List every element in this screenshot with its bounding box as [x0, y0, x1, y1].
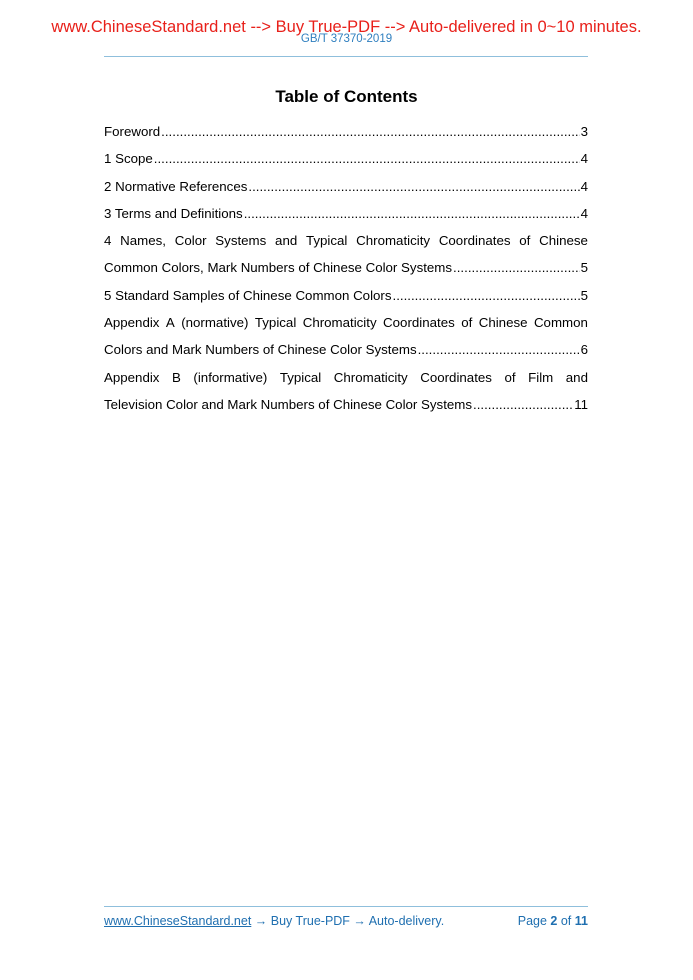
toc-word: Chromaticity — [356, 233, 431, 249]
toc-entry-page: 11 — [574, 396, 588, 412]
toc-entry-section-4-line2[interactable] — [104, 254, 588, 281]
of-label: of — [560, 914, 572, 928]
toc-entry-page: 4 — [580, 151, 588, 167]
toc-entry-page: 5 — [580, 287, 588, 303]
toc-word: (normative) — [181, 315, 249, 331]
standard-code: GB/T 37370-2019 — [300, 33, 393, 45]
toc-word: Chinese — [478, 315, 528, 331]
toc-entry-text: 1 Scope — [104, 151, 153, 167]
toc-title: Table of Contents — [275, 87, 418, 106]
page-label: Page — [517, 914, 547, 928]
toc-word: of — [461, 315, 473, 331]
toc-entry-text — [104, 227, 588, 254]
toc-entry-text: Television Color and Mark Numbers of Chinese Color Systems — [104, 396, 473, 412]
toc-entry-text: Common Colors, Mark Numbers of Chinese Color Systems — [104, 260, 453, 276]
footer-divider — [104, 906, 588, 907]
toc-word: Names, — [120, 233, 166, 249]
toc-word: and — [565, 369, 588, 385]
toc-entry-appendix-a-line2[interactable] — [104, 336, 588, 363]
footer-tagline: → Buy True-PDF → Auto-delivery. — [251, 914, 445, 928]
current-page-number: 2 — [550, 914, 558, 928]
promo-banner[interactable]: www.ChineseStandard.net --> Buy True-PDF --> Auto-delivered in 0~10 minutes. — [51, 18, 642, 36]
page-footer — [104, 914, 588, 928]
toc-entry-section-5[interactable] — [104, 282, 588, 309]
toc-entry-appendix-b-line2[interactable] — [104, 391, 588, 418]
toc-entry-text: 2 Normative References — [104, 178, 248, 194]
toc-entry-page: 6 — [580, 342, 588, 358]
footer-left — [104, 914, 444, 928]
toc-entry-foreword[interactable] — [104, 118, 588, 145]
dot-leader — [393, 282, 580, 309]
dot-leader — [473, 391, 573, 418]
toc-entry-text: 3 Terms and Definitions — [104, 205, 243, 221]
toc-word: Coordinates — [420, 369, 492, 385]
toc-word: Typical — [279, 369, 322, 385]
footer-site-link[interactable]: www.ChineseStandard.net — [104, 914, 252, 928]
toc-entry-scope[interactable] — [104, 145, 588, 172]
dot-leader — [418, 336, 580, 363]
dot-leader — [161, 118, 579, 145]
dot-leader — [154, 145, 580, 172]
toc-word: Appendix — [104, 315, 160, 331]
page-indicator — [518, 914, 588, 928]
toc-entry-page: 5 — [580, 260, 588, 276]
toc-word: 4 — [104, 233, 112, 249]
header-divider — [104, 56, 588, 57]
toc-word: Typical — [254, 315, 297, 331]
toc-word: Common — [533, 315, 588, 331]
dot-leader — [453, 254, 580, 281]
toc-word: Chinese — [539, 233, 588, 249]
toc-word: Color — [174, 233, 207, 249]
toc-word: (informative) — [193, 369, 268, 385]
toc-entry-text: Colors and Mark Numbers of Chinese Color Systems — [104, 342, 417, 358]
toc-entry-section-4-line1[interactable] — [104, 227, 588, 254]
toc-word: Film — [528, 369, 554, 385]
toc-entry-page: 4 — [580, 205, 588, 221]
toc-entry-page: 3 — [580, 124, 588, 139]
toc-entry-appendix-b-line1[interactable] — [104, 364, 588, 391]
dot-leader — [244, 200, 580, 227]
toc-entry-page: 4 — [580, 178, 588, 194]
toc-word: Systems — [215, 233, 267, 249]
toc-word: Chromaticity — [302, 315, 377, 331]
total-pages: 11 — [574, 914, 588, 928]
dot-leader — [248, 173, 579, 200]
table-of-contents — [104, 118, 588, 418]
toc-entry-terms-definitions[interactable] — [104, 200, 588, 227]
toc-word: of — [519, 233, 531, 249]
toc-word: Typical — [306, 233, 348, 249]
toc-entry-text — [104, 309, 588, 336]
toc-entry-normative-references[interactable] — [104, 173, 588, 200]
toc-word: Chromaticity — [333, 369, 408, 385]
toc-word: B — [172, 369, 181, 385]
toc-entry-text — [104, 364, 588, 391]
toc-word: Coordinates — [383, 315, 455, 331]
toc-word: Appendix — [104, 369, 160, 385]
toc-word: Coordinates — [438, 233, 511, 249]
toc-word: and — [275, 233, 298, 249]
toc-entry-text: 5 Standard Samples of Chinese Common Colors — [104, 287, 392, 303]
toc-word: A — [165, 315, 175, 331]
toc-entry-text: Foreword — [104, 124, 161, 139]
toc-entry-appendix-a-line1[interactable] — [104, 309, 588, 336]
toc-word: of — [504, 369, 516, 385]
